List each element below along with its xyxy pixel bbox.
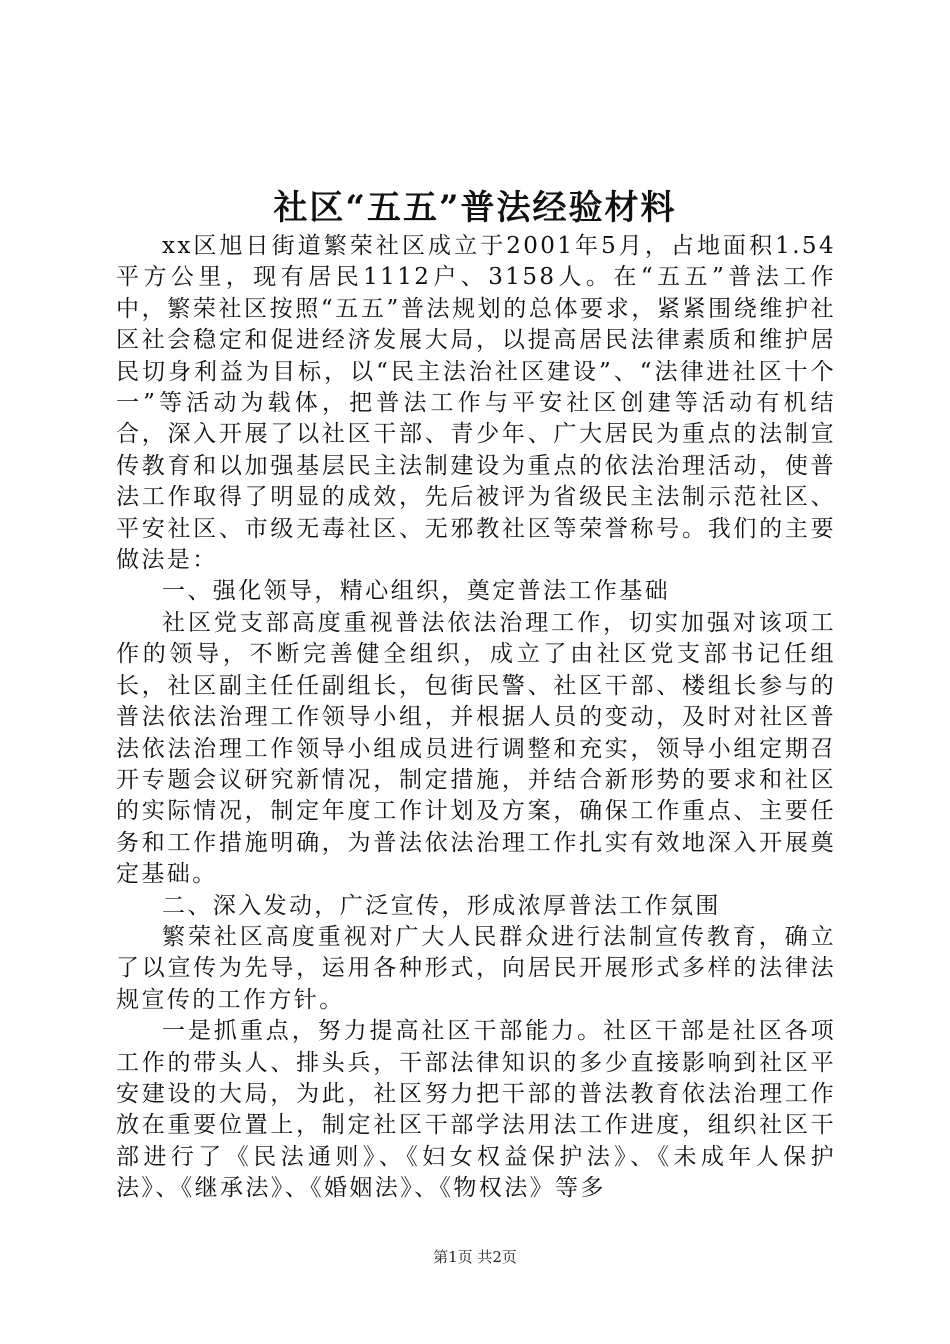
paragraph-section-1: 社区党支部高度重视普法依法治理工作，切实加强对该项工作的领导，不断完善健全组织，成立了由社区党支部书记任组长，社区副主任任副组长，包街民警、社区干部、楼组长参与的普法依法治理工作领导小组，并根据人员的变动，及时对社区普法依法治理工作领导小组成员进行调整和充实，领导小组定期召开专题会议研究新情况，制定措施，并结合新形势的要求和社区的实际情况，制定年度工作计划及方案，确保工作重点、主要任务和工作措施明确，为普法依法治理工作扎实有效地深入开展奠定基础。 [116, 609, 836, 888]
page-footer: 第1页 共2页 [433, 1248, 517, 1266]
document-title: 社区“五五”普法经验材料 [273, 188, 677, 228]
paragraph-point-1: 一是抓重点，努力提高社区干部能力。社区干部是社区各项工作的带头人、排头兵，干部法律知识的多少直接影响到社区平安建设的大局，为此，社区努力把干部的普法教育依法治理工作放在重要位置上，制定社区干部学法用法工作进度，组织社区干部进行了《民法通则》、《妇女权益保护法》、《未成年人保护法》、《继承法》、《婚姻法》、《物权法》等多 [116, 1018, 836, 1202]
section-heading-2: 二、深入发动，广泛宣传，形成浓厚普法工作氛围 [162, 892, 721, 919]
section-heading-1: 一、强化领导，精心组织，奠定普法工作基础 [162, 578, 670, 605]
paragraph-section-2: 繁荣社区高度重视对广大人民群众进行法制宣传教育，确立了以宣传为先导，运用各种形式，向居民开展形式多样的法律法规宣传的工作方针。 [116, 923, 836, 1013]
document-body [116, 231, 836, 1205]
paragraph-intro: xx区旭日街道繁荣社区成立于2001年5月，占地面积1.54平方公里，现有居民1112户、3158人。在“五五”普法工作中，繁荣社区按照“五五”普法规划的总体要求，紧紧围绕维护社区社会稳定和促进经济发展大局，以提高居民法律素质和维护居民切身利益为目标，以“民主法治社区建设”、“法律进社区十个一”等活动为载体，把普法工作与平安社区创建等活动有机结合，深入开展了以社区干部、青少年、广大居民为重点的法制宣传教育和以加强基层民主法制建设为重点的依法治理活动，使普法工作取得了明显的成效，先后被评为省级民主法制示范社区、平安社区、市级无毒社区、无邪教社区等荣誉称号。我们的主要做法是： [116, 233, 836, 574]
